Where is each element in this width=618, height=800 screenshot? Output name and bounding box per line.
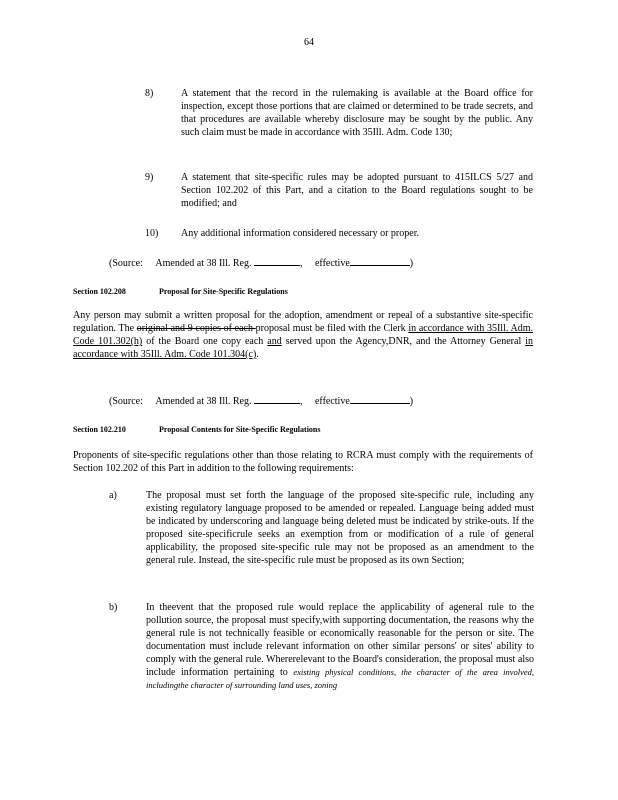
- blank-line: [254, 393, 300, 404]
- source-note: (Source: Amended at 38 Ill. Reg. , effective ): [109, 255, 413, 270]
- italic-text: existing physical conditions, the character of the area involved, includingthe character of surrounding land uses, zoning: [146, 667, 534, 690]
- subsection-label: a): [109, 490, 117, 501]
- section-heading: [73, 423, 320, 436]
- subsection-text: The proposal must set forth the language of the proposed site-specific rule, including any existing regulatory language proposed to be amended or repealed. Language being added must be indicated by underscoring and language being deleted must be indicated by strike-outs. If the proposed site-specificrule seeks an exemption from or modification of a rule of general applicability, the proposed site-specific rule may not be proposed as an amendment to the general rule. Instead, the site-specific rule must be proposed as its own Section;: [146, 490, 534, 566]
- deleted-text: original and 9 copies of each: [136, 323, 256, 334]
- blank-line: [350, 393, 410, 404]
- added-text: in accordance with 35Ill. Adm. Code 101.302(h): [73, 323, 533, 347]
- section-title: Proposal for Site-Specific Regulations: [159, 287, 288, 296]
- section-number: Section 102.208: [73, 287, 126, 296]
- blank-line: [254, 255, 300, 266]
- source-note: (Source: Amended at 38 Ill. Reg. , effective ): [109, 393, 413, 408]
- list-item-number: 10): [145, 228, 159, 239]
- section-number: Section 102.210: [73, 425, 126, 434]
- list-item-number: 9): [145, 172, 154, 183]
- subsection-text: In theevent that the proposed rule would replace the applicability of ageneral rule to the pollution source, the proposal must specify,with supporting documentation, the reasons why the general rule is not technically feasible or economically reasonable for the person or site. The documentation must include relevant information on other similar persons' or sites' ability to comply with the general rule. Whererelevant to the Board's consideration, the proposal must also include information pertaining to existing physical conditions, the character of the area involved, includingthe character of surrounding land uses, zoning: [146, 602, 534, 690]
- section-heading: [73, 285, 288, 298]
- section-title: Proposal Contents for Site-Specific Regulations: [159, 425, 321, 434]
- list-item-text: Any additional information considered necessary or proper.: [181, 228, 419, 239]
- list-item-text: A statement that site-specific rules may be adopted pursuant to 415ILCS 5/27 and Section 102.202 of this Part, and a citation to the Board regulations sought to be modified; and: [181, 172, 533, 209]
- subsection-label: b): [109, 602, 118, 613]
- section-paragraph: Proponents of site-specific regulations other than those relating to RCRA must comply with the requirements of Section 102.202 of this Part in addition to the following requirements:: [73, 450, 533, 474]
- page-number: 64: [304, 37, 314, 48]
- added-text: in accordance with 35Ill. Adm. Code 101.304(c): [73, 336, 533, 360]
- blank-line: [350, 255, 410, 266]
- list-item-text: A statement that the record in the rulemaking is available at the Board office for inspection, except those portions that are claimed or determined to be trade secrets, and that procedures are available whereby disclosure may be sought by the public. Any such claim must be made in accordance with 35Ill. Adm. Code 130;: [181, 88, 533, 138]
- section-paragraph: Any person may submit a written proposal for the adoption, amendment or repeal of a substantive site-specific regulation. The original and 9 copies of each proposal must be filed with the Clerk in accordance with 35Ill. Adm. Code 101.302(h) of the Board one copy each and served upon the Agency,DNR, and the Attorney General in accordance with 35Ill. Adm. Code 101.304(c).: [73, 310, 533, 360]
- added-text: and: [267, 336, 282, 347]
- list-item-number: 8): [145, 88, 154, 99]
